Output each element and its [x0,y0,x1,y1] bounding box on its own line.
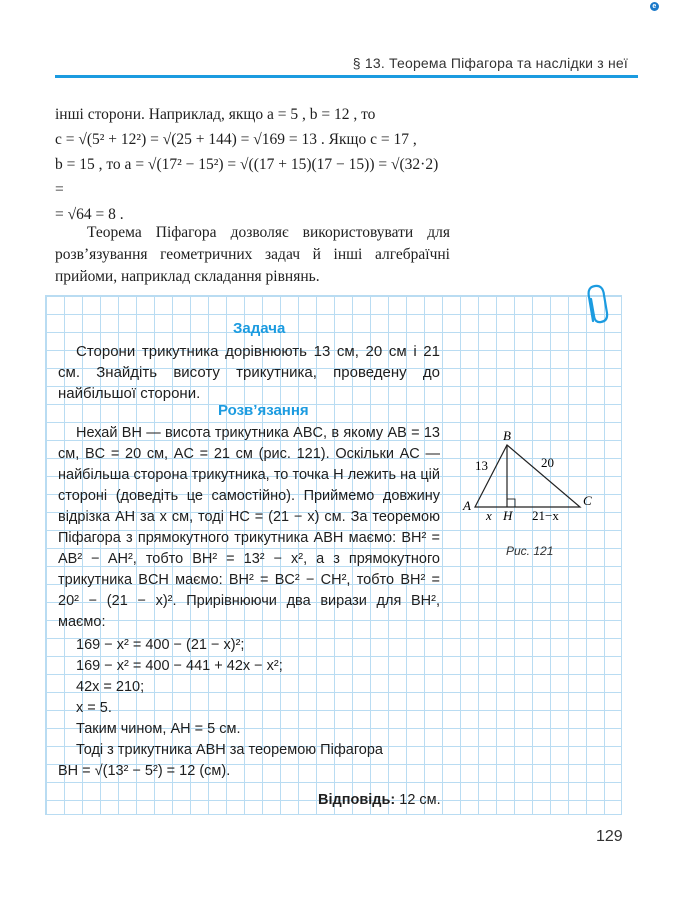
equation-3: 42x = 210; [76,679,145,695]
header-divider [55,75,638,78]
page-header [55,55,638,77]
label-b: B [503,428,511,443]
equation-1: 169 − x² = 400 − (21 − x)²; [76,637,245,653]
solution-text [58,423,440,633]
side-bc-length: 20 [541,455,554,470]
task-title: Задача [233,320,286,337]
section-title: § 13. Теорема Піфагора та наслідки з неї [352,55,628,71]
segment-hc: 21−x [532,508,559,523]
segment-ah: x [486,508,492,523]
task-text: Сторони трикутника дорівнюють 13 см, 20 см і 21 см. Знайдіть висоту трикутника, проведену до найбільшої сторони. [58,343,440,402]
pythagoras-note: Теорема Піфагора дозволяє використовувати для розв’язування геометричних задач й інші алгебраїчні прийоми, наприклад складання рівнянь. [55,223,450,285]
answer-value: 12 см. [399,792,441,808]
publisher-logo [650,2,694,12]
answer-label: Відповідь: [318,792,396,808]
solution-title: Розв’язання [218,402,309,419]
triangle-figure [455,425,605,525]
page-number: 129 [596,828,623,845]
intro-line-1: інші сторони. Наприклад, якщо a = 5 , b = 12 , то [55,106,376,123]
figure-caption: Рис. 121 [506,544,554,558]
intro-line-4: = √64 = 8 . [55,206,124,223]
side-ab-length: 13 [475,458,488,473]
label-a: A [463,498,471,513]
paperclip-icon [585,283,609,325]
logo-e-icon: e [650,2,659,11]
solution-paragraph: Нехай BH — висота трикутника ABC, в якому AB = 13 см, BC = 20 см, AC = 21 см (рис. 121). Оскільки AC — найбільша сторона трикутника, то точка H лежить на цій стороні (доведіть це самостійно). Приймемо довжину відрізка AH за x см, тоді HC = (21 − x) см. За теоремою Піфагора з прямокутного трикутника ABH маємо: BH² = AB² − AH², тобто BH² = 13² − x², а з прямокутного трикутника BCH маємо: BH² = BC² − CH², тобто BH² = 20² − (21 − x)². Прирівнюючи два вирази для BH², маємо: [58,425,440,630]
conclusion-intro: Тоді з трикутника ABH за теоремою Піфагора [76,742,383,758]
label-c: C [583,493,592,508]
intro-line-3: b = 15 , то a = √(17² − 15²) = √((17 + 15)(17 − 15)) = √(32·2) = [55,156,439,198]
equation-2: 169 − x² = 400 − 441 + 42x − x²; [76,658,283,674]
intro-text [55,102,450,227]
right-angle-mark [507,499,515,507]
intro-line-2: c = √(5² + 12²) = √(25 + 144) = √169 = 13 . Якщо c = 17 , [55,131,417,148]
equation-4: x = 5. [76,700,112,716]
conclusion-ah: Таким чином, AH = 5 см. [76,721,241,737]
conclusion-bh: BH = √(13² − 5²) = 12 (см). [58,763,231,779]
label-h: H [503,508,513,523]
answer [318,792,441,808]
triangle-abc [475,445,580,507]
